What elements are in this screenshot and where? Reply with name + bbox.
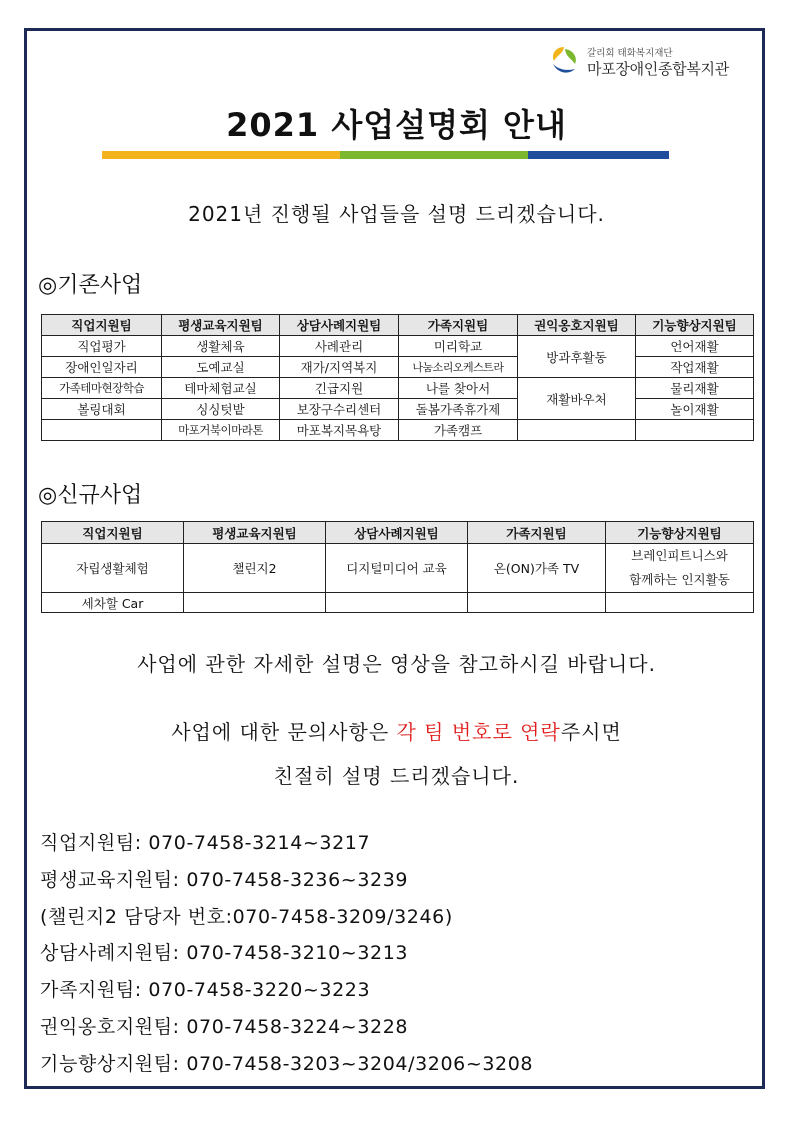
contact-item: 평생교육지원팀: 070-7458-3236~3239	[40, 868, 409, 891]
table-cell: 가족테마현장학습	[42, 378, 162, 399]
column-header: 직업지원팀	[42, 315, 162, 336]
column-header: 직업지원팀	[42, 522, 184, 544]
existing-table	[41, 314, 754, 441]
table-cell	[468, 593, 606, 613]
contact-list	[40, 825, 533, 1083]
table-cell: 생활체육	[162, 336, 280, 357]
table-cell	[326, 593, 468, 613]
table-cell: 장애인일자리	[42, 357, 162, 378]
column-header: 기능향상지원팀	[636, 315, 754, 336]
column-header: 권익옹호지원팀	[518, 315, 636, 336]
table-cell: 언어재활	[636, 336, 754, 357]
contact-item: 가족지원팀: 070-7458-3220~3223	[40, 979, 371, 1002]
new-heading: ◎신규사업	[38, 483, 143, 508]
title-bar-yellow	[102, 151, 340, 159]
table-cell: 보장구수리센터	[280, 399, 399, 420]
table-cell: 직업평가	[42, 336, 162, 357]
table-cell: 마포복지목욕탕	[280, 420, 399, 441]
org-name: 마포장애인종합복지관	[587, 60, 729, 78]
intro-text: 2021년 진행될 사업들을 설명 드리겠습니다.	[188, 202, 605, 226]
inquiry-note-line2: 친절히 설명 드리겠습니다.	[273, 764, 520, 788]
table-cell: 놀이재활	[636, 399, 754, 420]
cell-line: 함께하는 인지활동	[629, 572, 730, 587]
inquiry-highlight: 각 팀 번호로 연락	[396, 720, 561, 744]
column-header: 평생교육지원팀	[184, 522, 326, 544]
table-cell	[606, 593, 754, 613]
contact-item: 상담사례지원팀: 070-7458-3210~3213	[40, 942, 409, 965]
contact-item: (챌린지2 담당자 번호:070-7458-3209/3246)	[40, 905, 453, 928]
table-cell: 싱싱텃밭	[162, 399, 280, 420]
page-title: 2021 사업설명회 안내	[226, 106, 567, 144]
existing-heading: ◎기존사업	[38, 273, 143, 298]
org-logo	[549, 45, 759, 81]
table-cell: 재가/지역복지	[280, 357, 399, 378]
table-cell: 가족캠프	[399, 420, 518, 441]
column-header: 상담사례지원팀	[326, 522, 468, 544]
inquiry-suffix: 주시면	[560, 720, 622, 744]
title-bar-green	[340, 151, 528, 159]
cell-line: 브레인피트니스와	[631, 548, 728, 563]
table-cell: 재활바우처	[518, 378, 636, 420]
title-bar-blue	[528, 151, 669, 159]
new-projects-table	[41, 521, 754, 613]
table-cell: 도예교실	[162, 357, 280, 378]
table-cell: 미리학교	[399, 336, 518, 357]
contact-item: 직업지원팀: 070-7458-3214~3217	[40, 832, 371, 854]
table-cell: 자립생활체험	[42, 544, 184, 593]
table-cell	[518, 420, 636, 441]
column-header: 기능향상지원팀	[606, 522, 754, 544]
table-cell	[636, 420, 754, 441]
table-cell: 세차할 Car	[42, 593, 184, 613]
table-cell: 돌봄가족휴가제	[399, 399, 518, 420]
table-cell: 온(ON)가족 TV	[468, 544, 606, 593]
table-cell: 테마체험교실	[162, 378, 280, 399]
table-cell: 마포거북이마라톤	[162, 420, 280, 441]
column-header: 가족지원팀	[468, 522, 606, 544]
org-logo-icon	[549, 45, 579, 77]
column-header: 상담사례지원팀	[280, 315, 399, 336]
org-foundation-name: 갈리회 태화복지재단	[587, 48, 673, 59]
table-cell-multiline	[606, 544, 754, 593]
column-header: 평생교육지원팀	[162, 315, 280, 336]
table-cell: 나를 찾아서	[399, 378, 518, 399]
inquiry-note	[0, 716, 793, 745]
table-cell	[42, 420, 162, 441]
video-note: 사업에 관한 자세한 설명은 영상을 참고하시길 바랍니다.	[137, 652, 656, 676]
table-cell: 볼링대회	[42, 399, 162, 420]
table-cell: 사례관리	[280, 336, 399, 357]
contact-item: 기능향상지원팀: 070-7458-3203~3204/3206~3208	[40, 1052, 534, 1075]
inquiry-prefix: 사업에 대한 문의사항은	[171, 720, 397, 744]
column-header: 가족지원팀	[399, 315, 518, 336]
contact-item: 권익옹호지원팀: 070-7458-3224~3228	[40, 1015, 409, 1038]
table-cell: 방과후활동	[518, 336, 636, 378]
table-cell: 긴급지원	[280, 378, 399, 399]
table-cell: 나눔소리오케스트라	[399, 357, 518, 378]
table-cell: 챌린지2	[184, 544, 326, 593]
table-cell	[184, 593, 326, 613]
table-cell: 물리재활	[636, 378, 754, 399]
table-cell: 작업재활	[636, 357, 754, 378]
table-cell: 디지털미디어 교육	[326, 544, 468, 593]
